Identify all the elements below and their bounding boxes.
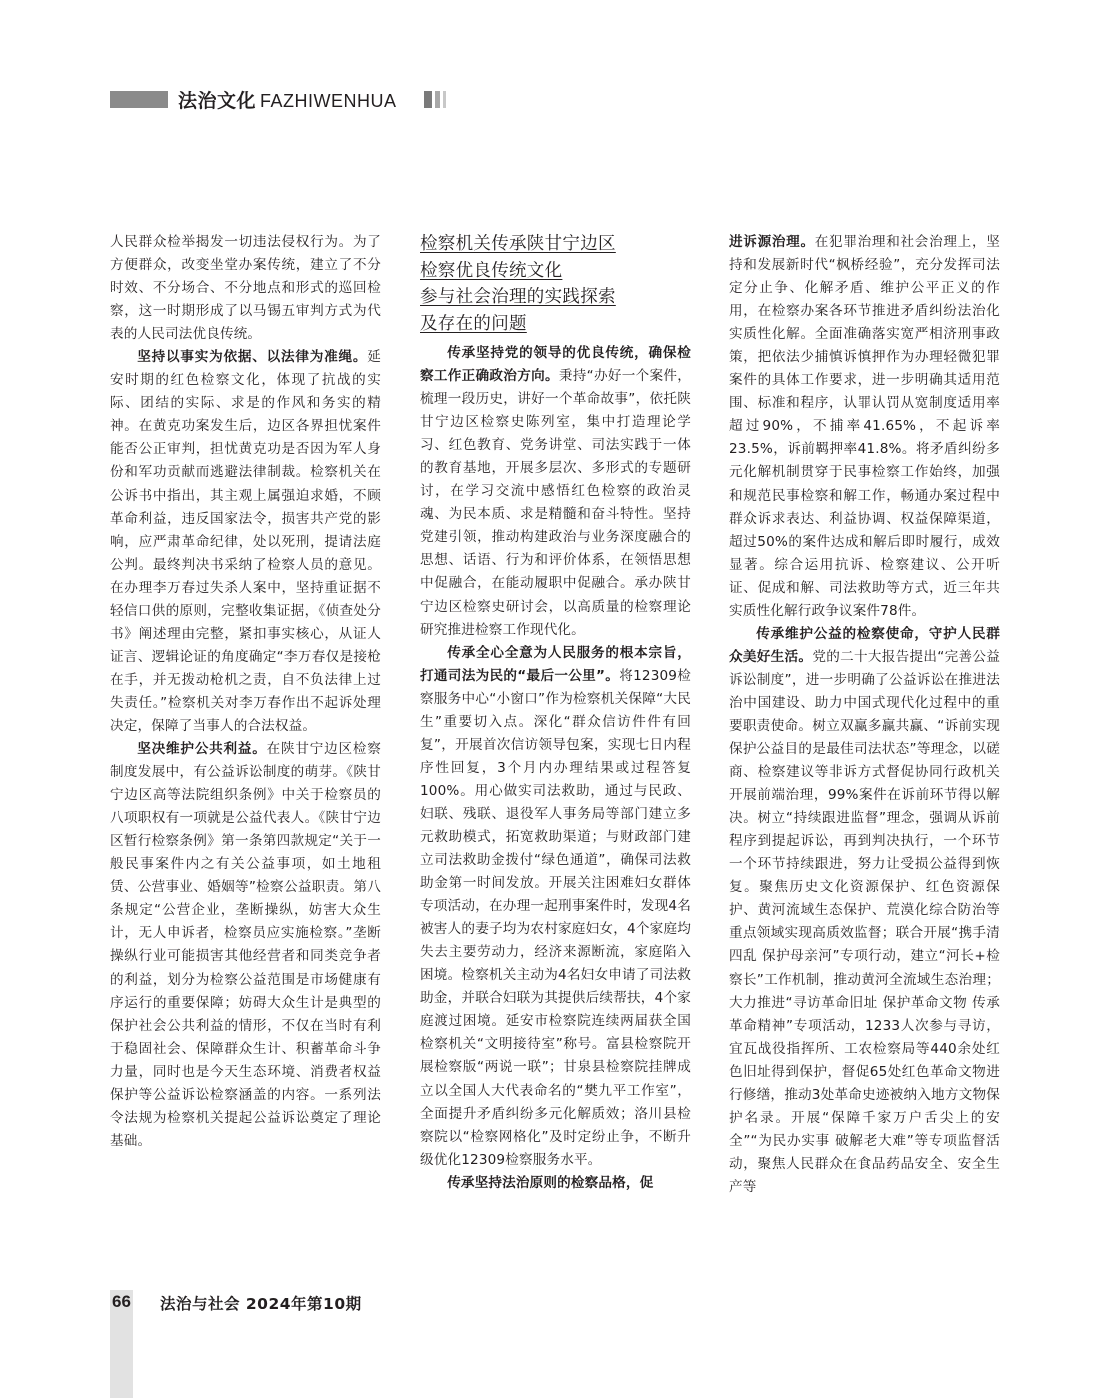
text-column-3 xyxy=(729,231,1000,1199)
paragraph: 坚持以事实为依据、以法律为准绳。延安时期的红色检察文化，体现了抗战的实际、团结的实际、求是的作风和务实的精神。在黄克功案发生后，边区各界担忧案件能否公正审判，担忧黄克功是否因为军人身份和军功贡献而逃避法律制裁。检察机关在公诉书中指出，其主观上属强迫求婚，不顾革命利益，违反国家法令，损害共产党的影响，应严肃革命纪律，处以死刑，提请法庭公判。最终判决书采纳了检察人员的意见。在办理李万春过失杀人案中，坚持重证据不轻信口供的原则，完整收集证据，《侦查处分书》阐述理由完整，紧扣事实核心，从证人证言、逻辑论证的角度确定“李万春仅是接枪在手，并无拨动枪机之责，自不负法律上过失责任。”检察机关对李万春作出不起诉处理决定，保障了当事人的合法权益。 xyxy=(110,349,381,734)
section-title-en: FAZHIWENHUA xyxy=(260,91,397,111)
paragraph: 进诉源治理。在犯罪治理和社会治理上，坚持和发展新时代“枫桥经验”，充分发挥司法定分止争、化解矛盾、维护公平正义的作用，在检察办案各环节推进矛盾纠纷法治化实质性化解。全面准确落实宽严相济刑事政策，把依法少捕慎诉慎押作为办理轻微犯罪案件的具体工作要求，进一步明确其适用范围、标准和程序，认罪认罚从宽制度适用率超过90%，不捕率41.65%，不起诉率23.5%，诉前羁押率41.8%。将矛盾纠纷多元化解机制贯穿于民事检察工作始终，加强和规范民事检察和解工作，畅通办案过程中群众诉求表达、利益协调、权益保障渠道，超过50%的案件达成和解后即时履行，成效显著。综合运用抗诉、检察建议、公开听证、促成和解、司法救助等方式，近三年共实质性化解行政争议案件78件。 xyxy=(729,234,1000,619)
paragraph: 坚决维护公共利益。在陕甘宁边区检察制度发展中，有公益诉讼制度的萌芽。《陕甘宁边区高等法院组织条例》中关于检察员的八项职权有一项就是公益代表人。《陕甘宁边区暂行检察条例》第一条第四款规定“关于一般民事案件内之有关公益事项，如土地租赁、公营事业、婚姻等”检察公益职责。第八条规定“公营企业，垄断操纵，妨害大众生计，无人申诉者，检察员应实施检察。”垄断操纵行业可能损害其他经营者和同类竞争者的利益，划分为检察公益范围是市场健康有序运行的重要保障；妨碍大众生计是典型的保护社会公共利益的情形，不仅在当时有利于稳固社会、保障群众生计、积蓄革命斗争力量，同时也是今天生态环境、消费者权益保护等公益诉讼检察涵盖的内容。一系列法令法规为检察机关提起公益诉讼奠定了理论基础。 xyxy=(110,741,381,1149)
paragraph-lead: 坚持以事实为依据、以法律为准绳。 xyxy=(137,349,368,366)
paragraph: 传承全心全意为人民服务的根本宗旨，打通司法为民的“最后一公里”。将12309检察服务中心“小窗口”作为检察机关保障“大民生”重要切入点。深化“群众信访件件有回复”，开展首次信访领导包案，实现七日内程序性回复，3个月内办理结果或过程答复100%。用心做实司法救助，通过与民政、妇联、残联、退役军人事务局等部门建立多元救助模式，拓宽救助渠道；与财政部门建立司法救助金拨付“绿色通道”，确保司法救助金第一时间发放。开展关注困难妇女群体专项活动，在办理一起刑事案件时，发现4名被害人的妻子均为农村家庭妇女，4个家庭均失去主要劳动力，经济来源断流，家庭陷入困境。检察机关主动为4名妇女申请了司法救助金，并联合妇联为其提供后续帮扶，4个家庭渡过困境。延安市检察院连续两届获全国检察机关“文明接待室”称号。富县检察院开展检察版“两说一联”；甘泉县检察院挂牌成立以全国人大代表命名的“樊九平工作室”，全面提升矛盾纠纷多元化解质效；洛川县检察院以“检察网格化”及时定纷止争，不断升级优化12309检察服务水平。 xyxy=(420,644,691,1168)
paragraph: 人民群众检举揭发一切违法侵权行为。为了方便群众，改变坐堂办案传统，建立了不分时效、不分场合、不分地点和形式的巡回检察，这一时期形成了以马锡五审判方式为代表的人民司法优良传统。 xyxy=(110,234,381,343)
section-end-marks xyxy=(424,91,446,108)
paragraph: 传承维护公益的检察使命，守护人民群众美好生活。党的二十大报告提出“完善公益诉讼制度”，进一步明确了公益诉讼在推进法治中国建设、助力中国式现代化过程中的重要职责使命。树立双赢多赢共赢、“诉前实现保护公益目的是最佳司法状态”等理念，以磋商、检察建议等非诉方式督促协同行政机关开展前端治理，99%案件在诉前环节得以解决。树立“持续跟进监督”理念，强调从诉前程序到提起诉讼，再到判决执行，一个环节一个环节持续跟进，努力让受损公益得到恢复。聚焦历史文化资源保护、红色资源保护、黄河流域生态保护、荒漠化综合防治等重点领域实现高质效监督；联合开展“携手清四乱 保护母亲河”专项行动，建立“河长+检察长”工作机制，推动黄河全流域生态治理；大力推进“寻访革命旧址 保护革命文物 传承革命精神”专项活动，1233人次参与寻访，宜瓦战役指挥所、工农检察局等440余处红色旧址得到保护，督促65处红色革命文物进行修缮，推动3处革命史迹被纳入地方文物保护名录。开展“保障千家万户舌尖上的安全”“为民办实事 破解老大难”等专项监督活动，聚焦人民群众在食品药品安全、安全生产等 xyxy=(729,625,1000,1195)
paragraph-lead: 坚决维护公共利益。 xyxy=(137,741,267,758)
text-column-1 xyxy=(110,231,381,1153)
section-title xyxy=(178,86,397,113)
paragraph-lead: 进诉源治理。 xyxy=(729,234,815,250)
page-number: 66 xyxy=(112,1292,131,1311)
paragraph: 传承坚持党的领导的优良传统，确保检察工作正确政治方向。秉持“办好一个案件，梳理一段历史，讲好一个革命故事”，依托陕甘宁边区检察史陈列室，集中打造理论学习、红色教育、党务讲堂、司法实践于一体的教育基地，开展多层次、多形式的专题研讨，在学习交流中感悟红色检察的政治灵魂、为民本质、求是精髓和奋斗特性。坚持党建引领，推动构建政治与业务深度融合的思想、话语、行为和评价体系，在领悟思想中促融合，在能动履职中促融合。承办陕甘宁边区检察史研讨会，以高质量的检察理论研究推进检察工作现代化。 xyxy=(420,345,691,638)
paragraph-lead: 传承坚持法治原则的检察品格，促 xyxy=(447,1174,654,1191)
paragraph-lead: 传承坚持党的领导的优良传统，确保检察工作正确政治方向。 xyxy=(420,345,691,385)
section-header-bar xyxy=(110,91,168,108)
article-title: 检察机关传承陕甘宁边区 检察优良传统文化 参与社会治理的实践探索 及存在的问题 xyxy=(420,234,616,334)
paragraph-lead: 传承全心全意为人民服务的根本宗旨，打通司法为民的“最后一公里”。 xyxy=(420,644,691,684)
paragraph-lead: 传承维护公益的检察使命，守护人民群众美好生活。 xyxy=(729,625,1000,665)
publication-footer: 法治与社会 2024年第10期 xyxy=(160,1295,362,1313)
text-column-2 xyxy=(420,231,691,1195)
paragraph xyxy=(420,1172,691,1195)
section-title-cn: 法治文化 xyxy=(178,90,257,112)
